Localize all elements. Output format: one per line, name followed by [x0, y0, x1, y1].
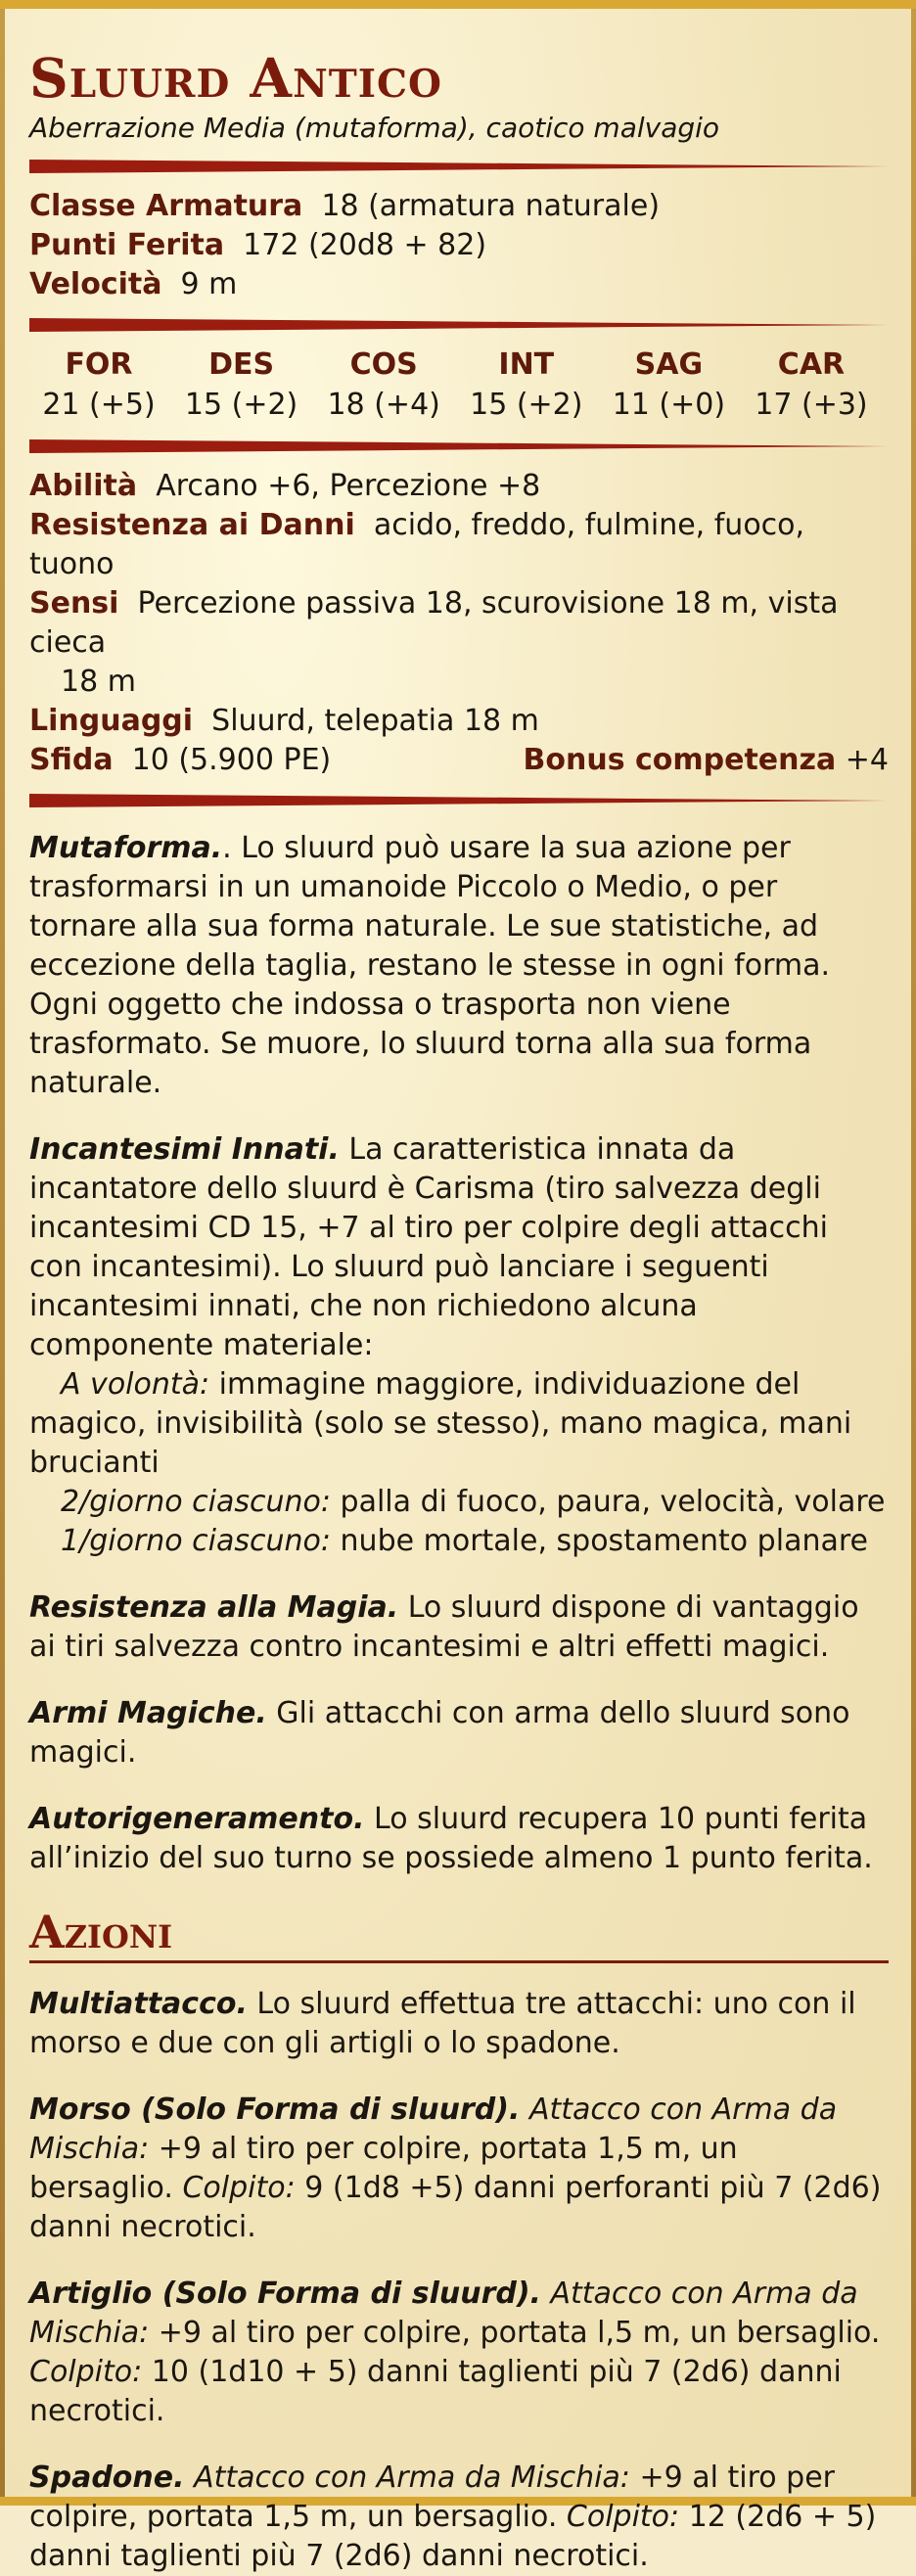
- action-bite: Morso (Solo Forma di sluurd). Attacco con Arma da Mischia: +9 al tiro per colpire, portata 1,5 m, un bersaglio. Colpito: 9 (1d8 +5) danni perforanti più 7 (2d6) danni necrotici.: [29, 2093, 882, 2244]
- ability-int: INT 15 (+2): [470, 347, 583, 422]
- ability-dex: DES 15 (+2): [184, 347, 298, 422]
- ability-con: COS 18 (+4): [327, 347, 440, 422]
- action-multiattack: Multiattacco. Lo sluurd effettua tre attacchi: uno con il morso e due con gli artigli o lo spadone.: [29, 1987, 856, 2060]
- armor-class: Classe Armatura 18 (armatura naturale): [29, 189, 661, 223]
- damage-resistances: Resistenza ai Danni acido, freddo, fulmine, fuoco, tuono: [29, 508, 805, 581]
- languages: Linguaggi Sluurd, telepatia 18 m: [29, 704, 539, 738]
- trait-innate-spellcasting: Incantesimi Innati. La caratteristica innata da incantatore dello sluurd è Carisma (tiro salvezza degli incantesimi CD 15, +7 al tiro per colpire degli attacchi con incantesimi). Lo sluurd può lanciare i seguenti incantesimi innati, che non richiedono alcuna componente materiale: A volontà: immagine maggiore, individuazione del magico, invisibilità (solo se stesso), mano magica, mani brucianti 2/giorno ciascuno: palla di fuoco, paura, velocità, volare 1/giorno ciascuno: nube mortale, spostamento planare: [29, 1132, 886, 1558]
- senses-continued: 18 m: [61, 665, 136, 699]
- trait-magic-weapons: Armi Magiche. Gli attacchi con arma dello sluurd sono magici.: [29, 1696, 850, 1770]
- divider: [29, 794, 889, 807]
- senses: Sensi Percezione passiva 18, scurovisione 18 m, vista cieca: [29, 586, 839, 660]
- trait-regeneration: Autorigeneramento. Lo sluurd recupera 10 punti ferita all’inizio del suo turno se possiede almeno 1 punto ferita.: [29, 1802, 873, 1875]
- actions-heading: Azioni: [29, 1906, 889, 1963]
- divider: [29, 439, 889, 453]
- monster-name: Sluurd Antico: [29, 46, 443, 110]
- monster-type: Aberrazione Media (mutaforma), caotico malvagio: [29, 112, 720, 144]
- trait-shapechanger: Mutaforma.. Lo sluurd può usare la sua azione per trasformarsi in un umanoide Piccolo o Medio, o per tornare alla sua forma naturale. Le sue statistiche, ad eccezione della taglia, restano le stesse in ogni forma. Ogni oggetto che indossa o trasporta non viene trasformato. Se muore, lo sluurd torna alla sua forma naturale.: [29, 831, 831, 1100]
- action-claw: Artiglio (Solo Forma di sluurd). Attacco con Arma da Mischia: +9 al tiro per colpire, portata l,5 m, un bersaglio. Colpito: 10 (1d10 + 5) danni taglienti più 7 (2d6) danni necrotici.: [29, 2277, 881, 2428]
- divider: [29, 160, 889, 173]
- ability-scores: [29, 345, 889, 426]
- speed: Velocità 9 m: [29, 267, 238, 301]
- proficiency-bonus: Bonus competenza +4: [523, 743, 889, 777]
- divider: [29, 318, 889, 332]
- challenge: Sfida 10 (5.900 PE): [29, 743, 332, 777]
- ability-str: FOR 21 (+5): [42, 347, 156, 422]
- challenge-row: [29, 741, 889, 780]
- skills: Abilità Arcano +6, Percezione +8: [29, 469, 541, 503]
- trait-magic-resistance: Resistenza alla Magia. Lo sluurd dispone di vantaggio ai tiri salvezza contro incantesimi e altri effetti magici.: [29, 1590, 859, 1664]
- hit-points: Punti Ferita 172 (20d8 + 82): [29, 228, 487, 262]
- ability-cha: CAR 17 (+3): [755, 347, 868, 422]
- action-greatsword: Spadone. Attacco con Arma da Mischia: +9 al tiro per colpire, portata 1,5 m, un bersaglio. Colpito: 12 (2d6 + 5) danni taglienti più 7 (2d6) danni necrotici.: [29, 2461, 877, 2573]
- ability-wis: SAG 11 (+0): [612, 347, 726, 422]
